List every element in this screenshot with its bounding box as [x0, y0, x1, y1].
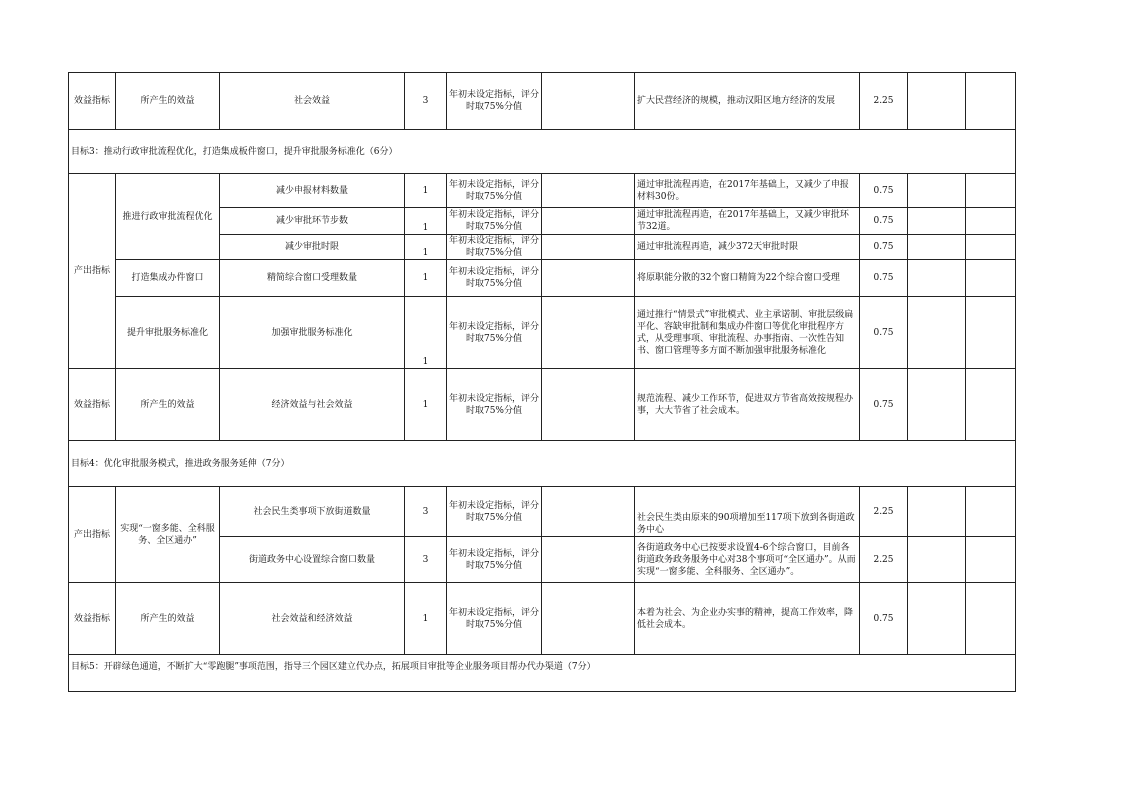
category-cell: 产出指标 — [69, 174, 116, 369]
table-row — [69, 655, 1016, 692]
score-cell: 2.25 — [860, 487, 908, 537]
indicator-cell: 街道政务中心设置综合窗口数量 — [220, 537, 405, 583]
indicator-cell: 减少审批时限 — [220, 235, 405, 260]
category-cell: 产出指标 — [69, 487, 116, 583]
performance-evaluation-table — [68, 72, 1016, 692]
empty-cell — [908, 235, 966, 260]
empty-cell — [908, 260, 966, 297]
actual-cell: 通过审批流程再造，在2017年基础上，又减少审批环节32道。 — [635, 208, 860, 235]
indicator-cell: 加强审批服务标准化 — [220, 297, 405, 369]
score-cell: 0.75 — [860, 174, 908, 208]
empty-cell — [966, 208, 1016, 235]
weight-cell: 1 — [405, 583, 447, 655]
indicator-cell: 社会民生类事项下放街道数量 — [220, 487, 405, 537]
weight-cell: 1 — [405, 208, 447, 235]
indicator-cell: 社会效益和经济效益 — [220, 583, 405, 655]
empty-cell — [542, 369, 635, 441]
empty-cell — [542, 174, 635, 208]
weight-cell: 1 — [405, 235, 447, 260]
indicator-cell: 社会效益 — [220, 73, 405, 130]
table-row — [69, 73, 1016, 130]
table-row — [69, 487, 1016, 537]
table-row — [69, 260, 1016, 297]
score-cell: 0.75 — [860, 583, 908, 655]
empty-cell — [966, 235, 1016, 260]
empty-cell — [966, 297, 1016, 369]
standard-cell: 年初未设定指标，评分时取75%分值 — [447, 174, 542, 208]
standard-cell: 年初未设定指标，评分时取75%分值 — [447, 73, 542, 130]
category-cell: 效益指标 — [69, 369, 116, 441]
standard-cell: 年初未设定指标，评分时取75%分值 — [447, 260, 542, 297]
indicator-cell: 经济效益与社会效益 — [220, 369, 405, 441]
weight-cell: 1 — [405, 297, 447, 369]
empty-cell — [542, 297, 635, 369]
empty-cell — [908, 174, 966, 208]
standard-cell: 年初未设定指标，评分时取75%分值 — [447, 297, 542, 369]
subcategory-cell: 提升审批服务标准化 — [116, 297, 220, 369]
actual-cell: 通过推行“情景式”审批模式、业主承诺制、审批层级扁平化、容缺审批制和集成办件窗口等优化审批程序方式，从受理事项、审批流程、办事指南、一次性告知书、窗口管理等多方面不断加强审批服务标准化 — [635, 297, 860, 369]
empty-cell — [966, 537, 1016, 583]
score-cell: 0.75 — [860, 369, 908, 441]
score-cell: 2.25 — [860, 537, 908, 583]
subcategory-cell: 推进行政审批流程优化 — [116, 174, 220, 260]
empty-cell — [908, 487, 966, 537]
weight-cell: 1 — [405, 174, 447, 208]
table-row — [69, 174, 1016, 208]
score-cell: 0.75 — [860, 297, 908, 369]
table-row — [69, 130, 1016, 174]
weight-cell: 1 — [405, 369, 447, 441]
empty-cell — [542, 260, 635, 297]
empty-cell — [966, 73, 1016, 130]
empty-cell — [542, 235, 635, 260]
standard-cell: 年初未设定指标，评分时取75%分值 — [447, 369, 542, 441]
weight-cell: 1 — [405, 260, 447, 297]
table-row — [69, 583, 1016, 655]
actual-cell: 本着为社会、为企业办实事的精神，提高工作效率，降低社会成本。 — [635, 583, 860, 655]
subcategory-cell: 打造集成办件窗口 — [116, 260, 220, 297]
indicator-cell: 减少审批环节步数 — [220, 208, 405, 235]
actual-cell: 通过审批流程再造，减少372天审批时限 — [635, 235, 860, 260]
empty-cell — [966, 260, 1016, 297]
empty-cell — [908, 583, 966, 655]
empty-cell — [966, 487, 1016, 537]
score-cell: 0.75 — [860, 260, 908, 297]
table-row — [69, 369, 1016, 441]
weight-cell: 3 — [405, 73, 447, 130]
table-row — [69, 297, 1016, 369]
standard-cell: 年初未设定指标，评分时取75%分值 — [447, 208, 542, 235]
standard-cell: 年初未设定指标，评分时取75%分值 — [447, 583, 542, 655]
actual-cell: 扩大民营经济的规模，推动汉阳区地方经济的发展 — [635, 73, 860, 130]
score-cell: 0.75 — [860, 208, 908, 235]
score-cell: 2.25 — [860, 73, 908, 130]
weight-cell: 3 — [405, 537, 447, 583]
empty-cell — [542, 208, 635, 235]
empty-cell — [908, 208, 966, 235]
goal-3-heading: 目标3：推动行政审批流程优化，打造集成板件窗口，提升审批服务标准化（6分） — [69, 130, 1016, 174]
standard-cell: 年初未设定指标，评分时取75%分值 — [447, 487, 542, 537]
empty-cell — [542, 537, 635, 583]
indicator-cell: 减少申报材料数量 — [220, 174, 405, 208]
standard-cell: 年初未设定指标，评分时取75%分值 — [447, 235, 542, 260]
indicator-cell: 精简综合窗口受理数量 — [220, 260, 405, 297]
table-row — [69, 441, 1016, 487]
weight-cell: 3 — [405, 487, 447, 537]
empty-cell — [542, 73, 635, 130]
empty-cell — [908, 297, 966, 369]
goal-5-heading: 目标5：开辟绿色通道，不断扩大“零跑腿”事项范围，指导三个园区建立代办点，拓展项目审批等企业服务项目帮办代办渠道（7分） — [69, 655, 1016, 692]
actual-cell: 将原职能分散的32个窗口精简为22个综合窗口受理 — [635, 260, 860, 297]
subcategory-cell: 所产生的效益 — [116, 583, 220, 655]
empty-cell — [908, 369, 966, 441]
empty-cell — [966, 174, 1016, 208]
empty-cell — [966, 583, 1016, 655]
actual-cell: 社会民生类由原来的90项增加至117项下放到各街道政务中心 — [635, 487, 860, 537]
subcategory-cell: 实现“一窗多能、全科服务、全区通办” — [116, 487, 220, 583]
empty-cell — [908, 73, 966, 130]
goal-4-heading: 目标4：优化审批服务模式，推进政务服务延伸（7分） — [69, 441, 1016, 487]
standard-cell: 年初未设定指标，评分时取75%分值 — [447, 537, 542, 583]
subcategory-cell: 所产生的效益 — [116, 73, 220, 130]
score-cell: 0.75 — [860, 235, 908, 260]
actual-cell: 各街道政务中心已按要求设置4-6个综合窗口，目前各街道政务政务服务中心对38个事项可“全区通办”。从而实现“一窗多能、全科服务、全区通办”。 — [635, 537, 860, 583]
category-cell: 效益指标 — [69, 73, 116, 130]
empty-cell — [542, 583, 635, 655]
actual-cell: 规范流程、减少工作环节，促进双方节省高效按规程办事，大大节省了社会成本。 — [635, 369, 860, 441]
category-cell: 效益指标 — [69, 583, 116, 655]
empty-cell — [966, 369, 1016, 441]
actual-cell: 通过审批流程再造，在2017年基础上，又减少了申报材料30份。 — [635, 174, 860, 208]
empty-cell — [542, 487, 635, 537]
subcategory-cell: 所产生的效益 — [116, 369, 220, 441]
empty-cell — [908, 537, 966, 583]
